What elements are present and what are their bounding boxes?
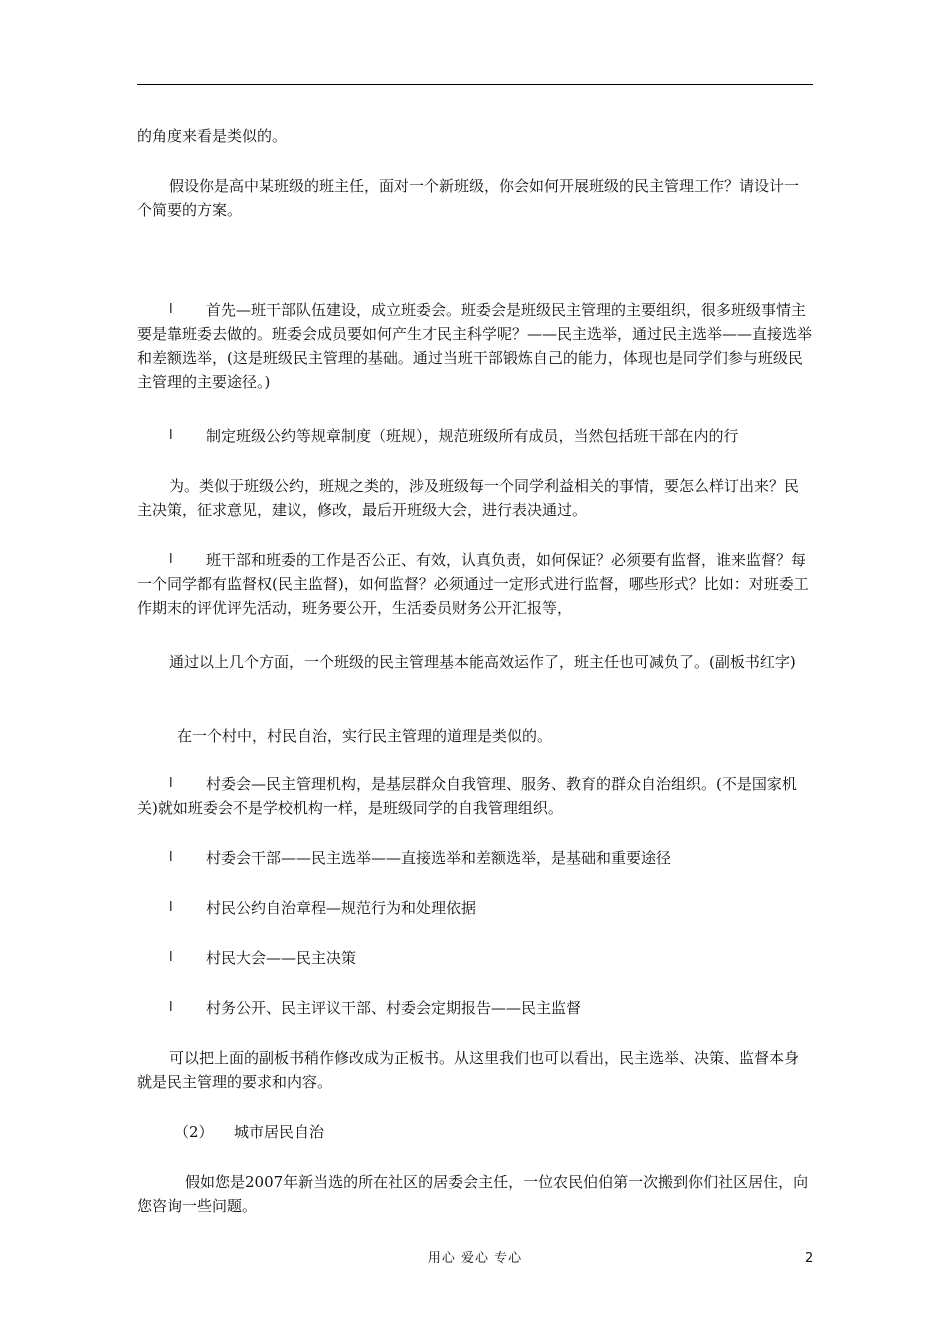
paragraph-scenario: 假如您是2007年新当选的所在社区的居委会主任，一位农民伯伯第一次搬到你们社区居住，向您咨询一些问题。 <box>137 1173 809 1215</box>
list-item-text: 村务公开、民主评议干部、村委会定期报告——民主监督 <box>206 999 582 1017</box>
bullet-icon: l <box>169 1000 173 1015</box>
bullet-icon: l <box>169 850 173 865</box>
section-title: 城市居民自治 <box>234 1123 325 1141</box>
list-item-text: 村民大会——民主决策 <box>206 949 357 967</box>
paragraph-continuation: 的角度来看是类似的。 <box>137 127 288 145</box>
list-item-class-committee <box>137 298 813 394</box>
bullet-icon: l <box>169 552 173 567</box>
list-item-village-supervision <box>137 996 813 1020</box>
list-item-village-cadres <box>137 846 813 870</box>
list-item-village-charter <box>137 896 813 920</box>
bullet-icon: l <box>169 776 173 791</box>
bullet-icon: l <box>169 428 173 443</box>
list-item-text: 村民公约自治章程—规范行为和处理依据 <box>206 899 477 917</box>
paragraph-village: 在一个村中，村民自治，实行民主管理的道理是类似的。 <box>177 727 553 745</box>
bullet-icon: l <box>169 900 173 915</box>
section-number: （2） <box>174 1123 214 1141</box>
list-item-text: 首先—班干部队伍建设，成立班委会。班委会是班级民主管理的主要组织，很多班级事情主要是靠班委去做的。班委会成员要如何产生才民主科学呢？——民主选举，通过民主选举——直接选举和差额选举，(这是班级民主管理的基础。通过当班干部锻炼自己的能力，体现也是同学们参与班级民主管理的主要途径。) <box>137 301 813 391</box>
list-item-text: 村委会—民主管理机构，是基层群众自我管理、服务、教育的群众自治组织。(不是国家机关)就如班委会不是学校机构一样，是班级同学的自我管理组织。 <box>137 775 797 817</box>
paragraph-board-writing: 可以把上面的副板书稍作修改成为正板书。从这里我们也可以看出，民主选举、决策、监督本身就是民主管理的要求和内容。 <box>137 1049 800 1091</box>
bullet-icon: l <box>169 302 173 317</box>
list-item-village-committee <box>137 772 813 820</box>
footer-motto: 用心 爱心 专心 <box>427 1251 523 1266</box>
bullet-icon: l <box>169 950 173 965</box>
list-item-class-rules <box>137 424 813 448</box>
question-paragraph: 假设你是高中某班级的班主任，面对一个新班级，你会如何开展班级的民主管理工作？请设计一个简要的方案。 <box>137 177 800 219</box>
paragraph-summary: 通过以上几个方面，一个班级的民主管理基本能高效运作了，班主任也可减负了。(副板书红字) <box>169 653 796 671</box>
list-item-supervision <box>137 548 813 620</box>
header-rule <box>137 84 813 85</box>
list-item-text: 制定班级公约等规章制度（班规），规范班级所有成员，当然包括班干部在内的行 <box>206 427 739 445</box>
list-item-text: 村委会干部——民主选举——直接选举和差额选举，是基础和重要途径 <box>206 849 672 867</box>
list-item-text: 班干部和班委的工作是否公正、有效，认真负责，如何保证？必须要有监督，谁来监督？每一个同学都有监督权(民主监督)，如何监督？必须通过一定形式进行监督，哪些形式？比如：对班委工作期末的评优评先活动，班务要公开，生活委员财务公开汇报等， <box>137 551 809 617</box>
page-number: 2 <box>805 1251 814 1266</box>
section-heading-urban <box>137 1120 813 1144</box>
paragraph-democratic-decision: 为。类似于班级公约，班规之类的，涉及班级每一个同学利益相关的事情，要怎么样订出来？民主决策，征求意见，建议，修改，最后开班级大会，进行表决通过。 <box>137 477 800 519</box>
list-item-village-assembly <box>137 946 813 970</box>
